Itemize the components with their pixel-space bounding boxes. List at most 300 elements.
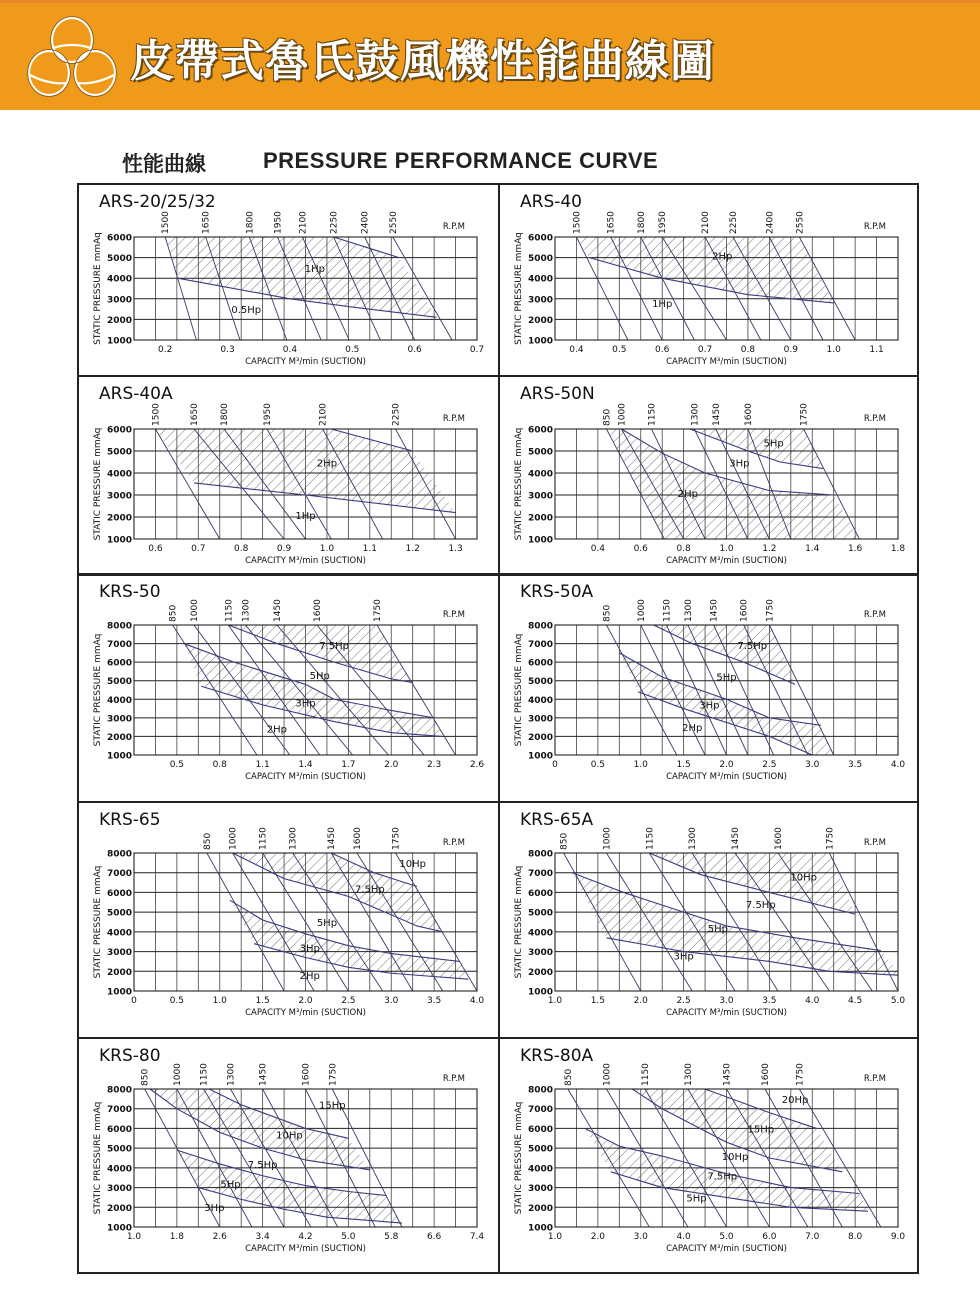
x-tick-label: 0.5: [590, 760, 606, 770]
x-tick-label: 2.0: [590, 1232, 606, 1242]
x-tick-label: 1.8: [169, 1232, 185, 1242]
x-tick-label: 4.5: [847, 996, 863, 1006]
x-tick-label: 1.2: [405, 544, 420, 554]
rpm-tick-label: 1000: [617, 403, 628, 426]
y-tick-label: 1000: [527, 336, 553, 347]
rpm-line: [377, 625, 456, 755]
hp-label: 5Hp: [309, 670, 330, 682]
y-tick-label: 3000: [527, 948, 553, 959]
y-tick-label: 5000: [106, 447, 132, 458]
x-tick-label: 3.0: [384, 996, 399, 1006]
chart-svg: [79, 377, 497, 573]
hp-label: 2Hp: [682, 722, 703, 734]
rpm-axis-label: R.P.M: [442, 838, 465, 848]
y-tick-label: 4000: [527, 1164, 553, 1175]
y-tick-label: 7000: [527, 869, 553, 880]
y-tick-label: 1000: [106, 336, 132, 347]
hp-label: 7.5Hp: [737, 641, 768, 653]
header-banner: [0, 0, 980, 110]
y-tick-label: 4000: [106, 469, 132, 480]
rpm-tick-label: 1000: [602, 827, 613, 850]
x-tick-label: 0.7: [697, 345, 713, 355]
x-tick-label: 2.6: [469, 760, 485, 770]
y-tick-label: 3000: [106, 295, 132, 306]
hp-label: 5Hp: [707, 923, 729, 935]
rpm-tick-label: 1950: [658, 211, 669, 234]
y-axis-label: STATIC PRESSURE mmAq: [93, 633, 103, 747]
x-tick-label: 0.8: [676, 544, 691, 554]
x-tick-label: 0.6: [407, 345, 422, 355]
rpm-tick-label: 1300: [683, 599, 694, 622]
chart-panel: [79, 803, 497, 1037]
hp-label: 15Hp: [747, 1124, 775, 1136]
y-axis-label: STATIC PRESSURE mmAq: [514, 232, 524, 345]
x-tick-label: 5.0: [719, 1232, 734, 1242]
rpm-tick-label: 1750: [825, 827, 836, 850]
rpm-tick-label: 1450: [731, 827, 742, 850]
y-tick-label: 5000: [527, 254, 553, 265]
chart-title: KRS-65A: [520, 810, 594, 830]
y-axis-label: STATIC PRESSURE mmAq: [514, 427, 524, 541]
x-tick-label: 0.5: [612, 345, 627, 355]
x-tick-label: 8.0: [847, 1232, 863, 1242]
x-tick-label: 1.6: [847, 544, 863, 554]
hp-label: 5Hp: [716, 672, 737, 684]
y-axis-label: STATIC PRESSURE mmAq: [514, 865, 524, 979]
x-tick-label: 0.4: [590, 544, 606, 554]
x-axis-label: CAPACITY M³/min (SUCTION): [245, 357, 366, 367]
y-tick-label: 7000: [106, 640, 132, 651]
chart-svg: [79, 185, 497, 374]
hp-label: 3Hp: [729, 458, 750, 470]
hp-label: 7.5Hp: [745, 900, 776, 912]
y-tick-label: 2000: [527, 513, 553, 524]
y-tick-label: 7000: [106, 869, 132, 880]
y-axis-label: STATIC PRESSURE mmAq: [93, 427, 103, 541]
rpm-tick-label: 2400: [765, 211, 776, 234]
y-tick-label: 1000: [527, 987, 553, 998]
hp-label: 2Hp: [677, 489, 699, 501]
hp-label: 3Hp: [673, 951, 694, 963]
rpm-tick-label: 1650: [606, 211, 617, 234]
rpm-tick-label: 1150: [645, 827, 656, 850]
y-tick-label: 4000: [106, 1164, 132, 1175]
y-tick-label: 3000: [106, 1184, 132, 1195]
x-tick-label: 1.7: [341, 760, 356, 770]
x-tick-label: 1.5: [590, 996, 606, 1006]
y-tick-label: 5000: [106, 908, 132, 919]
x-tick-label: 0.9: [783, 345, 798, 355]
x-tick-label: 0.8: [212, 760, 227, 770]
y-tick-label: 5000: [106, 254, 132, 265]
rpm-tick-label: 1450: [711, 403, 722, 426]
x-tick-label: 2.5: [341, 996, 356, 1006]
hp-label: 10Hp: [399, 858, 426, 870]
x-tick-label: 0: [552, 760, 558, 770]
y-tick-label: 6000: [106, 233, 132, 244]
rpm-axis-label: R.P.M: [442, 414, 465, 424]
rpm-axis-label: R.P.M: [863, 610, 886, 620]
rpm-axis-label: R.P.M: [442, 222, 465, 232]
hp-label: 10Hp: [790, 872, 817, 884]
y-tick-label: 4000: [527, 928, 553, 939]
rpm-line: [207, 853, 284, 991]
y-tick-label: 4000: [527, 695, 553, 706]
rpm-tick-label: 1000: [172, 1063, 183, 1086]
x-axis-label: CAPACITY M³/min (SUCTION): [245, 1244, 366, 1254]
rpm-tick-label: 2100: [298, 211, 309, 234]
y-axis-label: STATIC PRESSURE mmAq: [93, 232, 103, 345]
x-tick-label: 1.5: [676, 760, 691, 770]
y-tick-label: 3000: [527, 1184, 553, 1195]
rpm-tick-label: 2250: [728, 211, 739, 234]
rpm-tick-label: 850: [168, 604, 179, 622]
x-tick-label: 1.0: [719, 544, 734, 554]
x-axis-label: CAPACITY M³/min (SUCTION): [666, 357, 787, 367]
rpm-tick-label: 1450: [272, 599, 283, 622]
hp-label: 3Hp: [299, 943, 320, 955]
x-tick-label: 2.0: [633, 996, 648, 1006]
rpm-tick-label: 850: [202, 832, 213, 850]
chart-panel: [500, 377, 918, 573]
rpm-tick-label: 1450: [709, 599, 720, 622]
hp-label: 5Hp: [686, 1193, 707, 1205]
y-tick-label: 6000: [527, 233, 553, 244]
rpm-tick-label: 2550: [795, 211, 806, 234]
x-tick-label: 0.8: [234, 544, 249, 554]
x-axis-label: CAPACITY M³/min (SUCTION): [245, 772, 366, 782]
operating-region-hatch: [165, 237, 436, 317]
three-circles-logo-icon: [22, 13, 122, 105]
rpm-tick-label: 1650: [190, 403, 201, 426]
chart-title: ARS-40A: [99, 384, 173, 404]
x-tick-label: 3.5: [762, 996, 777, 1006]
rpm-tick-label: 850: [602, 604, 613, 622]
x-tick-label: 7.4: [469, 1232, 485, 1242]
chart-panel: [79, 575, 497, 801]
y-axis-label: STATIC PRESSURE mmAq: [514, 1101, 524, 1215]
rpm-tick-label: 2250: [329, 211, 340, 234]
rpm-axis-label: R.P.M: [863, 414, 886, 424]
y-tick-label: 1000: [106, 1223, 132, 1234]
chart-panel: [500, 575, 918, 801]
y-tick-label: 5000: [106, 1144, 132, 1155]
x-tick-label: 1.0: [126, 1232, 142, 1242]
chart-svg: [79, 575, 497, 801]
rpm-tick-label: 2550: [388, 211, 399, 234]
hp-label: 3Hp: [295, 698, 316, 710]
chart-title: KRS-80A: [520, 1046, 594, 1066]
rpm-tick-label: 1600: [301, 1063, 312, 1086]
x-tick-label: 4.2: [298, 1232, 313, 1242]
chart-title: KRS-65: [99, 810, 161, 830]
y-tick-label: 6000: [527, 425, 553, 436]
x-tick-label: 1.0: [547, 996, 563, 1006]
chart-title: KRS-50A: [520, 582, 594, 602]
rpm-tick-label: 1950: [262, 403, 273, 426]
rpm-tick-label: 850: [563, 1068, 574, 1086]
x-tick-label: 2.0: [719, 760, 734, 770]
rpm-tick-label: 1000: [228, 827, 239, 850]
hp-label: 1Hp: [295, 511, 316, 523]
rpm-tick-label: 1150: [199, 1063, 210, 1086]
x-tick-label: 0.5: [345, 345, 360, 355]
x-tick-label: 0.6: [148, 544, 163, 554]
rpm-tick-label: 1600: [739, 599, 750, 622]
page-title: 皮帶式魯氏鼓風機性能曲線圖: [130, 36, 715, 87]
chart-svg: [79, 803, 497, 1037]
y-tick-label: 5000: [527, 447, 553, 458]
x-tick-label: 2.0: [384, 760, 399, 770]
y-tick-label: 1000: [106, 751, 132, 762]
y-tick-label: 6000: [106, 658, 132, 669]
x-tick-label: 3.0: [719, 996, 734, 1006]
y-tick-label: 7000: [527, 1105, 553, 1116]
y-tick-label: 3000: [527, 295, 553, 306]
rpm-axis-label: R.P.M: [863, 838, 886, 848]
x-tick-label: 1.4: [298, 760, 313, 770]
rpm-tick-label: 1750: [328, 1063, 339, 1086]
y-tick-label: 6000: [106, 425, 132, 436]
x-tick-label: 0.6: [655, 345, 670, 355]
x-tick-label: 5.0: [890, 996, 906, 1006]
rpm-tick-label: 1450: [258, 1063, 269, 1086]
rpm-tick-label: 1500: [161, 211, 172, 234]
rpm-tick-label: 850: [140, 1068, 151, 1086]
rpm-tick-label: 1300: [683, 1063, 694, 1086]
rpm-tick-label: 1000: [636, 599, 647, 622]
x-tick-label: 0: [131, 996, 137, 1006]
x-tick-label: 0.6: [633, 544, 648, 554]
rpm-tick-label: 1750: [765, 599, 776, 622]
chart-panel: [500, 185, 918, 374]
chart-title: KRS-80: [99, 1046, 161, 1066]
chart-title: ARS-40: [520, 192, 582, 212]
x-tick-label: 7.0: [805, 1232, 820, 1242]
section-title-cn: 性能曲線: [122, 152, 206, 176]
x-tick-label: 0.5: [169, 760, 185, 770]
x-tick-label: 1.1: [869, 345, 884, 355]
x-tick-label: 0.7: [469, 345, 485, 355]
y-tick-label: 5000: [527, 1144, 553, 1155]
x-tick-label: 0.4: [282, 345, 298, 355]
hp-label: 1Hp: [652, 299, 673, 311]
chart-svg: [500, 1039, 918, 1273]
x-tick-label: 0.7: [191, 544, 206, 554]
y-tick-label: 6000: [106, 888, 132, 899]
rpm-tick-label: 2400: [360, 211, 371, 234]
chart-panel: [500, 1039, 918, 1273]
x-tick-label: 3.0: [633, 1232, 648, 1242]
rpm-tick-label: 1450: [327, 827, 338, 850]
y-tick-label: 6000: [106, 1124, 132, 1135]
y-tick-label: 1000: [106, 987, 132, 998]
rpm-axis-label: R.P.M: [863, 1074, 886, 1084]
y-tick-label: 8000: [527, 621, 553, 632]
x-tick-label: 3.4: [255, 1232, 270, 1242]
y-tick-label: 2000: [106, 1203, 132, 1214]
hp-label: 2Hp: [316, 458, 338, 470]
rpm-axis-label: R.P.M: [442, 610, 465, 620]
rpm-tick-label: 1150: [258, 827, 269, 850]
x-tick-label: 0.9: [276, 544, 292, 554]
x-tick-label: 1.0: [212, 996, 227, 1006]
chart-panel: [79, 377, 497, 573]
chart-title: ARS-20/25/32: [99, 192, 216, 212]
x-tick-label: 6.0: [762, 1232, 777, 1242]
chart-svg: [500, 377, 918, 573]
rpm-tick-label: 1150: [641, 1063, 652, 1086]
y-tick-label: 3000: [527, 491, 553, 502]
x-tick-label: 5.8: [384, 1232, 399, 1242]
y-tick-label: 1000: [527, 1223, 553, 1234]
rpm-tick-label: 1600: [773, 827, 784, 850]
rpm-tick-label: 850: [559, 832, 570, 850]
y-tick-label: 4000: [106, 274, 132, 285]
y-tick-label: 4000: [527, 469, 553, 480]
x-tick-label: 3.5: [847, 760, 863, 770]
y-tick-label: 6000: [527, 658, 553, 669]
rpm-tick-label: 2250: [391, 403, 402, 426]
rpm-tick-label: 2100: [701, 211, 712, 234]
hp-label: 15Hp: [319, 1100, 346, 1112]
rpm-axis-label: R.P.M: [442, 1074, 465, 1084]
chart-panel: [500, 803, 918, 1037]
x-tick-label: 1.8: [890, 544, 906, 554]
rpm-axis-label: R.P.M: [863, 222, 886, 232]
rpm-tick-label: 1800: [220, 403, 231, 426]
operating-region-hatch: [572, 873, 898, 976]
x-tick-label: 1.1: [255, 760, 270, 770]
y-tick-label: 3000: [527, 714, 553, 725]
x-tick-label: 0.3: [220, 345, 235, 355]
y-tick-label: 6000: [527, 1124, 553, 1135]
y-tick-label: 2000: [106, 513, 132, 524]
rpm-tick-label: 1750: [795, 1063, 806, 1086]
y-tick-label: 3000: [106, 714, 132, 725]
rpm-tick-label: 1950: [273, 211, 284, 234]
x-axis-label: CAPACITY M³/min (SUCTION): [666, 1244, 787, 1254]
x-tick-label: 2.6: [212, 1232, 227, 1242]
rpm-tick-label: 1000: [602, 1063, 613, 1086]
chart-svg: [500, 185, 918, 374]
y-tick-label: 5000: [106, 677, 132, 688]
rpm-tick-label: 1650: [201, 211, 212, 234]
x-tick-label: 3.0: [805, 760, 820, 770]
x-tick-label: 3.5: [426, 996, 442, 1006]
x-tick-label: 4.0: [890, 760, 906, 770]
rpm-tick-label: 1300: [288, 827, 299, 850]
rpm-tick-label: 1300: [688, 827, 699, 850]
x-tick-label: 0.5: [169, 996, 185, 1006]
y-tick-label: 8000: [106, 1085, 132, 1096]
rpm-tick-label: 1600: [761, 1063, 772, 1086]
rpm-tick-label: 1500: [572, 211, 583, 234]
section-title-en: PRESSURE PERFORMANCE CURVE: [263, 148, 659, 173]
y-tick-label: 2000: [106, 967, 132, 978]
rpm-tick-label: 1300: [226, 1063, 237, 1086]
x-tick-label: 0.8: [740, 345, 756, 355]
chart-panel: [79, 1039, 497, 1273]
rpm-tick-label: 1750: [391, 827, 402, 850]
x-tick-label: 5.0: [341, 1232, 356, 1242]
x-tick-label: 6.6: [426, 1232, 442, 1242]
x-tick-label: 2.5: [676, 996, 691, 1006]
hp-label: 5Hp: [316, 917, 338, 929]
hp-label: 5Hp: [220, 1179, 241, 1191]
y-tick-label: 2000: [106, 315, 132, 326]
x-tick-label: 1.2: [762, 544, 777, 554]
y-tick-label: 2000: [527, 732, 553, 743]
y-tick-label: 4000: [527, 274, 553, 285]
rpm-tick-label: 1800: [636, 211, 647, 234]
y-tick-label: 2000: [527, 967, 553, 978]
y-tick-label: 2000: [106, 732, 132, 743]
chart-svg: [500, 575, 918, 801]
rpm-tick-label: 1800: [245, 211, 256, 234]
chart-svg: [79, 1039, 497, 1273]
y-tick-label: 7000: [106, 1105, 132, 1116]
y-tick-label: 1000: [527, 535, 553, 546]
chart-panel: [79, 185, 497, 374]
x-tick-label: 0.4: [569, 345, 584, 355]
operating-region-hatch: [690, 429, 823, 469]
rpm-tick-label: 1750: [799, 403, 810, 426]
x-axis-label: CAPACITY M³/min (SUCTION): [245, 1008, 366, 1018]
y-tick-label: 5000: [527, 677, 553, 688]
y-tick-label: 1000: [106, 535, 132, 546]
rpm-tick-label: 1300: [690, 403, 701, 426]
x-tick-label: 1.0: [826, 345, 841, 355]
chart-svg: [500, 803, 918, 1037]
rpm-tick-label: 1500: [151, 403, 162, 426]
x-tick-label: 0.2: [158, 345, 173, 355]
hp-label: 2Hp: [712, 251, 733, 263]
y-tick-label: 3000: [106, 948, 132, 959]
x-tick-label: 1.0: [633, 760, 648, 770]
x-tick-label: 9.0: [890, 1232, 906, 1242]
x-tick-label: 2.0: [298, 996, 313, 1006]
chart-title: ARS-50N: [520, 384, 595, 404]
hp-label: 5Hp: [763, 438, 784, 450]
y-tick-label: 6000: [527, 888, 553, 899]
x-tick-label: 1.5: [255, 996, 270, 1006]
x-tick-label: 4.0: [469, 996, 485, 1006]
charts-grid: [77, 183, 919, 1274]
hp-label: 1Hp: [304, 264, 325, 276]
y-axis-label: STATIC PRESSURE mmAq: [93, 865, 103, 979]
rpm-tick-label: 850: [602, 408, 613, 426]
y-tick-label: 4000: [106, 928, 132, 939]
hp-label: 7.5Hp: [707, 1171, 738, 1183]
hp-label: 10Hp: [721, 1151, 749, 1163]
rpm-tick-label: 1750: [372, 599, 383, 622]
x-axis-label: CAPACITY M³/min (SUCTION): [666, 556, 787, 566]
hp-label: 7.5Hp: [354, 884, 385, 896]
x-tick-label: 1.3: [448, 544, 463, 554]
hp-label: 3Hp: [204, 1203, 225, 1215]
y-axis-label: STATIC PRESSURE mmAq: [93, 1101, 103, 1215]
hp-label: 2Hp: [299, 971, 320, 983]
rpm-tick-label: 1600: [312, 599, 323, 622]
x-tick-label: 1.4: [805, 544, 820, 554]
rpm-tick-label: 1000: [190, 599, 201, 622]
y-tick-label: 4000: [106, 695, 132, 706]
y-tick-label: 2000: [527, 315, 553, 326]
y-axis-label: STATIC PRESSURE mmAq: [514, 633, 524, 747]
rpm-tick-label: 1150: [647, 403, 658, 426]
hp-label: 0.5Hp: [231, 305, 262, 317]
